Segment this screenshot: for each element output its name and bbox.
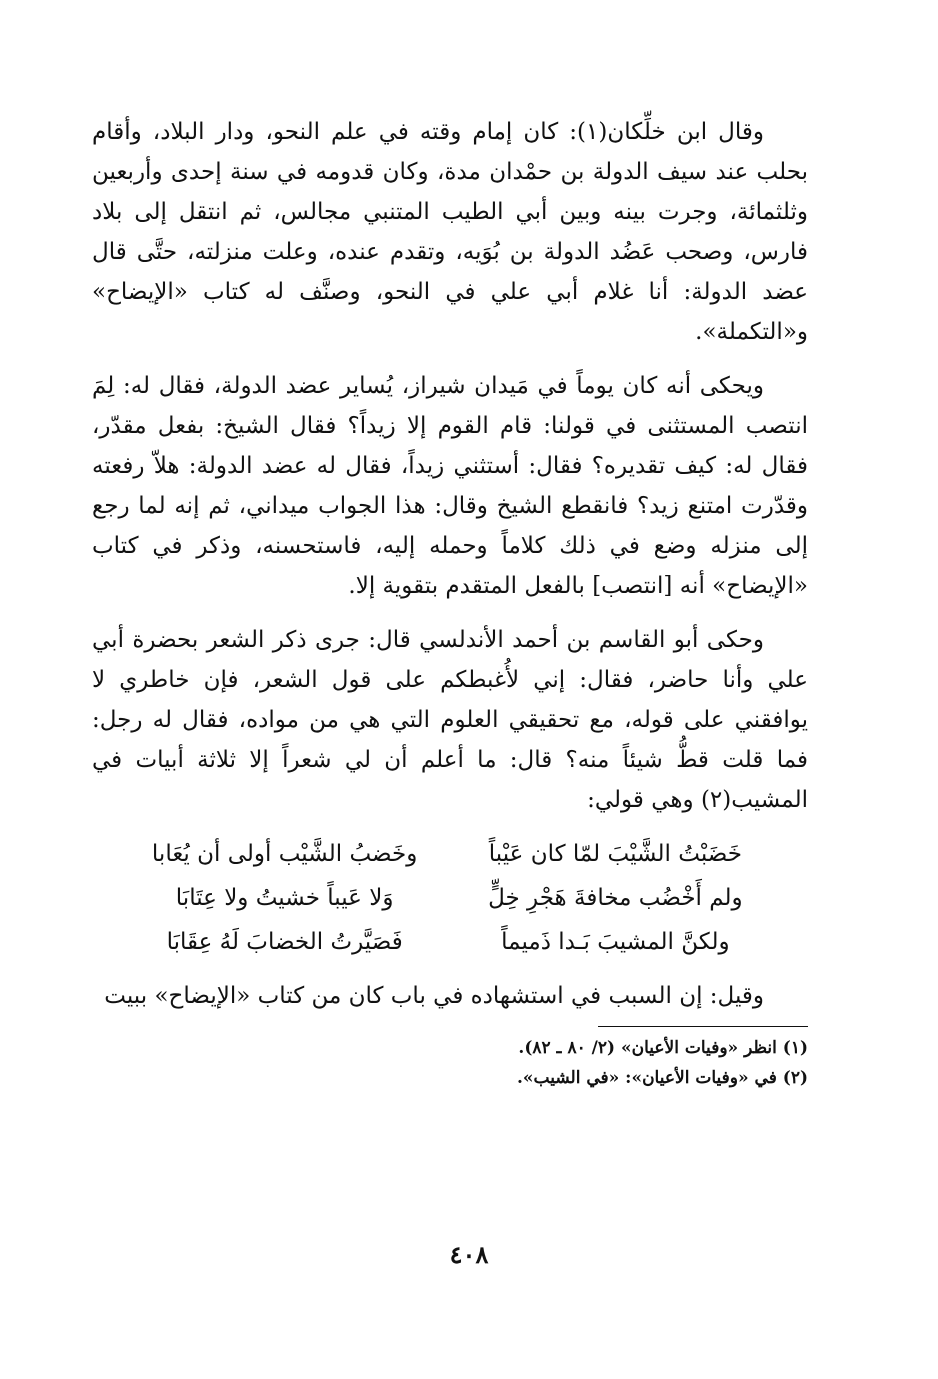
- verse-first-hemistich: ولم أَخْضُب مخافةَ هَجْرِ خِلٍّ: [488, 885, 743, 911]
- footnote-1: (١) انظر «وفيات الأعيان» (٢/ ٨٠ ـ ٨٢).: [518, 1038, 808, 1058]
- verse-second-hemistich: فَصَيَّرتُ الخضابَ لَهُ عِقَابَا: [166, 929, 403, 955]
- verse-second-hemistich: وَلا عَيباً خشيتُ ولا عِتَابَا: [175, 885, 394, 911]
- footnote-2: (٢) في «وفيات الأعيان»: «في الشيب».: [516, 1068, 808, 1088]
- footnote-separator: [598, 1026, 808, 1027]
- poem-verses: [92, 832, 808, 964]
- page-body: [92, 112, 808, 1093]
- page-number: ٤٠٨: [449, 1240, 489, 1269]
- verse-second-hemistich: وخَضبُ الشَّيْب أولى أن يُعَابا: [151, 841, 418, 867]
- paragraph-abu-alqasim: وحكى أبو القاسم بن أحمد الأندلسي قال: جرى ذكر الشعر بحضرة أبي علي وأنا حاضر، فقال: إني لأُغبطكم على قول الشعر، فإن خاطري لا يوافقني على قوله، مع تحقيقي العلوم التي هي من مواده، فقال له رجل: فما قلت قطُّ شيئاً منه؟ قال: ما أعلم أن لي شعراً إلا ثلاثة أبيات في المشيب(٢) وهي قولي:: [92, 627, 808, 813]
- verse-line: [132, 876, 768, 920]
- paragraph-ibn-khallikan: وقال ابن خلِّكان(١): كان إمام وقته في علم النحو، ودار البلاد، وأقام بحلب عند سيف الدولة بن حمْدان مدة، وكان قدومه في سنة إحدى وأربعين وثلثمائة، وجرت بينه وبين أبي الطيب المتنبي مجالس، ثم انتقل إلى بلاد فارس، وصحب عَضُد الدولة بن بُوَيه، وتقدم عنده، وعلت منزلته، حتَّى قال عضد الدولة: أنا غلام أبي علي في النحو، وصنَّف له كتاب «الإيضاح» و«التكملة».: [92, 119, 808, 345]
- paragraph-maydan-shiraz: ويحكى أنه كان يوماً في مَيدان شيراز، يُساير عضد الدولة، فقال له: لِمَ انتصب المستثنى في قولنا: قام القوم إلا زيداً؟ فقال الشيخ: بفعل مقدّر، فقال له: كيف تقديره؟ فقال: أستثني زيداً، فقال له عضد الدولة: هلاّ رفعته وقدّرت امتنع زيد؟ فانقطع الشيخ وقال: هذا الجواب ميداني، ثم إنه لما رجع إلى منزله وضع في ذلك كلاماً وحمله إليه، فاستحسنه، وذكر في كتاب «الإيضاح» أنه [انتصب] بالفعل المتقدم بتقوية إلا.: [92, 373, 808, 599]
- paragraph-closing: وقيل: إن السبب في استشهاده في باب كان من كتاب «الإيضاح» ببيت: [104, 983, 764, 1009]
- verse-line: [132, 832, 768, 876]
- verse-first-hemistich: خَضَبْتُ الشَّيْبَ لمّا كان عَيْباً: [488, 841, 742, 867]
- verse-first-hemistich: ولكنَّ المشيبَ بَـدا ذَميماً: [501, 929, 730, 955]
- verse-line: [132, 920, 768, 964]
